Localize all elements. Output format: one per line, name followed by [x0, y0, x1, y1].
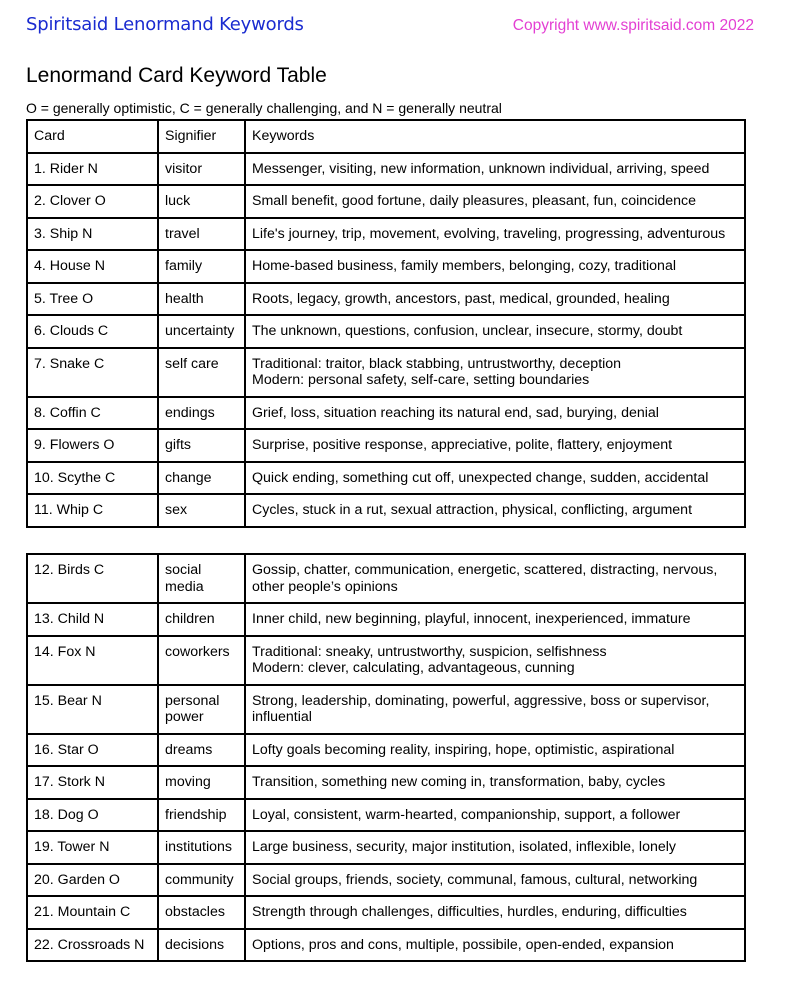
- keywords-line: Traditional: traitor, black stabbing, untrustworthy, deception: [252, 355, 622, 372]
- signifier-cell: endings: [158, 397, 245, 430]
- card-cell: 2. Clover O: [27, 185, 158, 218]
- table-row: [27, 462, 745, 495]
- signifier-cell: obstacles: [158, 896, 245, 929]
- keywords-line: Modern: clever, calculating, advantageous, cunning: [252, 660, 575, 676]
- table-row: [27, 283, 745, 316]
- keywords-cell: [245, 185, 745, 218]
- table-row: [27, 831, 745, 864]
- card-cell: 21. Mountain C: [27, 896, 158, 929]
- keywords-line: Home-based business, family members, belonging, cozy, traditional: [252, 258, 676, 274]
- brand-title: Spiritsaid Lenormand Keywords: [26, 14, 304, 35]
- keywords-line: Strength through challenges, difficulties, hurdles, enduring, difficulties: [252, 904, 687, 920]
- table-row: [27, 636, 745, 685]
- keywords-line: Loyal, consistent, warm-hearted, companionship, support, a follower: [252, 806, 681, 823]
- keywords-line: Inner child, new beginning, playful, innocent, inexperienced, immature: [252, 611, 691, 627]
- column-header-keywords: Keywords: [245, 120, 745, 153]
- card-cell: 1. Rider N: [27, 153, 158, 186]
- keywords-line: Life's journey, trip, movement, evolving, traveling, progressing, adventurous: [252, 225, 726, 242]
- keywords-line: Options, pros and cons, multiple, possibile, open-ended, expansion: [252, 936, 674, 953]
- card-cell: 7. Snake C: [27, 348, 158, 397]
- keywords-cell: [245, 734, 745, 767]
- column-header-signifier: Signifier: [158, 120, 245, 153]
- table-row: [27, 766, 745, 799]
- table-header-row: [27, 120, 745, 153]
- keywords-cell: [245, 685, 745, 734]
- signifier-cell: family: [158, 250, 245, 283]
- keywords-line: Traditional: sneaky, untrustworthy, suspicion, selfishness: [252, 643, 607, 660]
- keywords-cell: [245, 554, 745, 603]
- keywords-cell: [245, 250, 745, 283]
- signifier-cell: gifts: [158, 429, 245, 462]
- signifier-cell: decisions: [158, 929, 245, 962]
- card-cell: 9. Flowers O: [27, 429, 158, 462]
- keywords-line: Grief, loss, situation reaching its natural end, sad, burying, denial: [252, 404, 659, 421]
- keywords-line: Gossip, chatter, communication, energetic, scattered, distracting, nervous, other people’s opinions: [252, 562, 718, 595]
- card-cell: 11. Whip C: [27, 494, 158, 527]
- card-cell: 10. Scythe C: [27, 462, 158, 495]
- table-row: [27, 315, 745, 348]
- keywords-cell: [245, 929, 745, 962]
- keywords-line: Social groups, friends, society, communal, famous, cultural, networking: [252, 871, 698, 888]
- signifier-cell: coworkers: [158, 636, 245, 685]
- table-row: [27, 734, 745, 767]
- keywords-line: Small benefit, good fortune, daily pleasures, pleasant, fun, coincidence: [252, 193, 697, 209]
- keywords-cell: [245, 218, 745, 251]
- signifier-cell: self care: [158, 348, 245, 397]
- keywords-cell: [245, 636, 745, 685]
- table-row: [27, 554, 745, 603]
- signifier-cell: friendship: [158, 799, 245, 832]
- signifier-cell: dreams: [158, 734, 245, 767]
- signifier-cell: change: [158, 462, 245, 495]
- signifier-cell: visitor: [158, 153, 245, 186]
- card-cell: 4. House N: [27, 250, 158, 283]
- table-row: [27, 348, 745, 397]
- table-row: [27, 864, 745, 897]
- card-cell: 19. Tower N: [27, 831, 158, 864]
- table-row: [27, 929, 745, 962]
- column-header-card: Card: [27, 120, 158, 153]
- signifier-cell: social media: [158, 554, 245, 603]
- table-row: [27, 494, 745, 527]
- signifier-cell: health: [158, 283, 245, 316]
- keywords-line: Cycles, stuck in a rut, sexual attraction, physical, conflicting, argument: [252, 502, 693, 518]
- keywords-line: Roots, legacy, growth, ancestors, past, medical, grounded, healing: [252, 290, 670, 307]
- card-cell: 6. Clouds C: [27, 315, 158, 348]
- keywords-line: Transition, something new coming in, transformation, baby, cycles: [252, 774, 666, 790]
- keywords-cell: [245, 315, 745, 348]
- keywords-cell: [245, 153, 745, 186]
- keywords-cell: [245, 799, 745, 832]
- keywords-cell: [245, 494, 745, 527]
- keywords-cell: [245, 603, 745, 636]
- keywords-cell: [245, 429, 745, 462]
- keywords-line: Strong, leadership, dominating, powerful, aggressive, boss or supervisor, influential: [252, 692, 710, 725]
- signifier-cell: children: [158, 603, 245, 636]
- page-title: Lenormand Card Keyword Table: [26, 64, 327, 87]
- keywords-line: Messenger, visiting, new information, unknown individual, arriving, speed: [252, 160, 710, 177]
- table-row: [27, 799, 745, 832]
- card-cell: 20. Garden O: [27, 864, 158, 897]
- keyword-table-1: [26, 119, 746, 528]
- keywords-line: The unknown, questions, confusion, unclear, insecure, stormy, doubt: [252, 323, 683, 339]
- table-row: [27, 397, 745, 430]
- card-cell: 18. Dog O: [27, 799, 158, 832]
- card-cell: 14. Fox N: [27, 636, 158, 685]
- keywords-line: Lofty goals becoming reality, inspiring, hope, optimistic, aspirational: [252, 741, 675, 758]
- signifier-cell: moving: [158, 766, 245, 799]
- page-header: [26, 12, 754, 40]
- copyright-notice: Copyright www.spiritsaid.com 2022: [512, 17, 754, 34]
- keywords-cell: [245, 864, 745, 897]
- card-cell: 3. Ship N: [27, 218, 158, 251]
- table-row: [27, 603, 745, 636]
- signifier-cell: travel: [158, 218, 245, 251]
- keywords-cell: [245, 283, 745, 316]
- keyword-table-2: [26, 553, 746, 962]
- keywords-line: Modern: personal safety, self-care, setting boundaries: [252, 372, 590, 388]
- card-cell: 8. Coffin C: [27, 397, 158, 430]
- card-cell: 17. Stork N: [27, 766, 158, 799]
- signifier-cell: institutions: [158, 831, 245, 864]
- keywords-line: Surprise, positive response, appreciative, polite, flattery, enjoyment: [252, 437, 673, 453]
- keywords-cell: [245, 896, 745, 929]
- table-row: [27, 685, 745, 734]
- signifier-cell: uncertainty: [158, 315, 245, 348]
- signifier-cell: luck: [158, 185, 245, 218]
- keywords-line: Large business, security, major institution, isolated, inflexible, lonely: [252, 839, 676, 855]
- card-cell: 22. Crossroads N: [27, 929, 158, 962]
- keywords-cell: [245, 397, 745, 430]
- signifier-cell: personal power: [158, 685, 245, 734]
- keywords-cell: [245, 766, 745, 799]
- keywords-cell: [245, 348, 745, 397]
- card-cell: 12. Birds C: [27, 554, 158, 603]
- keywords-cell: [245, 831, 745, 864]
- keywords-line: Quick ending, something cut off, unexpected change, sudden, accidental: [252, 469, 709, 486]
- table-row: [27, 896, 745, 929]
- card-cell: 13. Child N: [27, 603, 158, 636]
- card-cell: 15. Bear N: [27, 685, 158, 734]
- keywords-cell: [245, 462, 745, 495]
- signifier-cell: sex: [158, 494, 245, 527]
- table-row: [27, 153, 745, 186]
- table-row: [27, 429, 745, 462]
- legend-text: O = generally optimistic, C = generally challenging, and N = generally neutral: [26, 100, 502, 116]
- table-row: [27, 185, 745, 218]
- card-cell: 16. Star O: [27, 734, 158, 767]
- card-cell: 5. Tree O: [27, 283, 158, 316]
- table-row: [27, 218, 745, 251]
- table-row: [27, 250, 745, 283]
- signifier-cell: community: [158, 864, 245, 897]
